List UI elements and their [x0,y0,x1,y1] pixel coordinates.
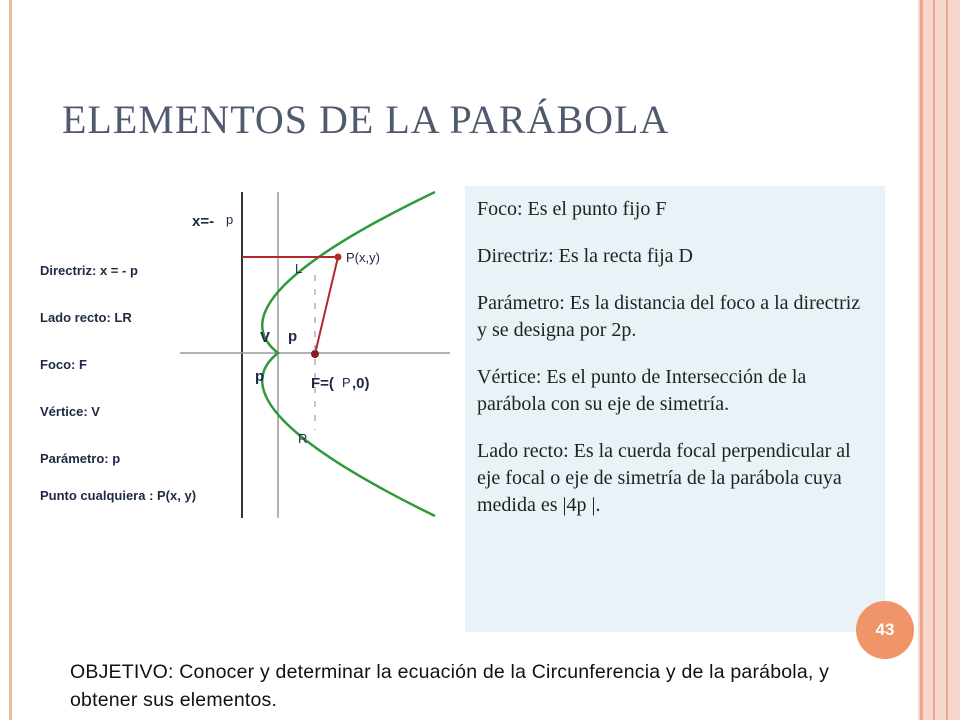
left-border-line [9,0,12,720]
focus-marker [311,350,319,358]
legend-item-punto: Punto cualquiera : P(x, y) [40,488,197,503]
definition-lado-recto: Lado recto: Es la cuerda focal perpendicular al eje focal o eje de simetría de la parábola cuya medida es |4p |. [477,440,851,516]
legend-item-lado-recto: Lado recto: LR [40,310,132,325]
objective-text: OBJETIVO: Conocer y determinar la ecuación de la Circunferencia y de la parábola, y obtener sus elementos. [70,661,830,711]
definition-directriz: Directriz: Es la recta fija D [477,245,693,267]
definition-parametro: Parámetro: Es la distancia del foco a la directriz y se designa por 2p. [477,292,861,341]
point-p-marker [335,254,342,261]
page-number: 43 [875,620,895,639]
definition-foco: Foco: Es el punto fijo F [477,198,667,220]
definitions-box [465,186,885,632]
right-band-stripe [920,0,923,720]
legend-item-foco: Foco: F [40,357,87,372]
directrix-eq-p: p [226,212,234,227]
distance-to-focus-segment [315,257,338,354]
right-band-stripe [946,0,948,720]
page-number-badge [856,601,914,659]
right-decorative-band [918,0,960,720]
right-band-stripe [933,0,935,720]
focus-label-p: P [342,375,351,390]
legend-item-parametro: Parámetro: p [40,451,121,466]
parameter-label-lower: p [255,368,265,385]
directrix-eq-label: x=- [192,213,215,230]
label-l: L [295,261,303,276]
label-r: R [298,431,308,446]
legend-item-vertice: Vértice: V [40,404,100,419]
parabola-curve [262,192,435,516]
legend-item-directriz: Directriz: x = - p [40,263,138,278]
focus-label-close: ,0) [352,375,370,392]
parameter-label-upper: p [288,328,298,345]
definition-vertice: Vértice: Es el punto de Intersección de la parábola con su eje de simetría. [477,366,807,415]
slide-title: ELEMENTOS DE LA PARÁBOLA [62,97,670,142]
parabola-diagram [30,180,450,530]
point-p-label: P(x,y) [346,250,380,265]
focus-label-open: F=( [311,375,334,392]
vertex-label: V [260,329,271,346]
